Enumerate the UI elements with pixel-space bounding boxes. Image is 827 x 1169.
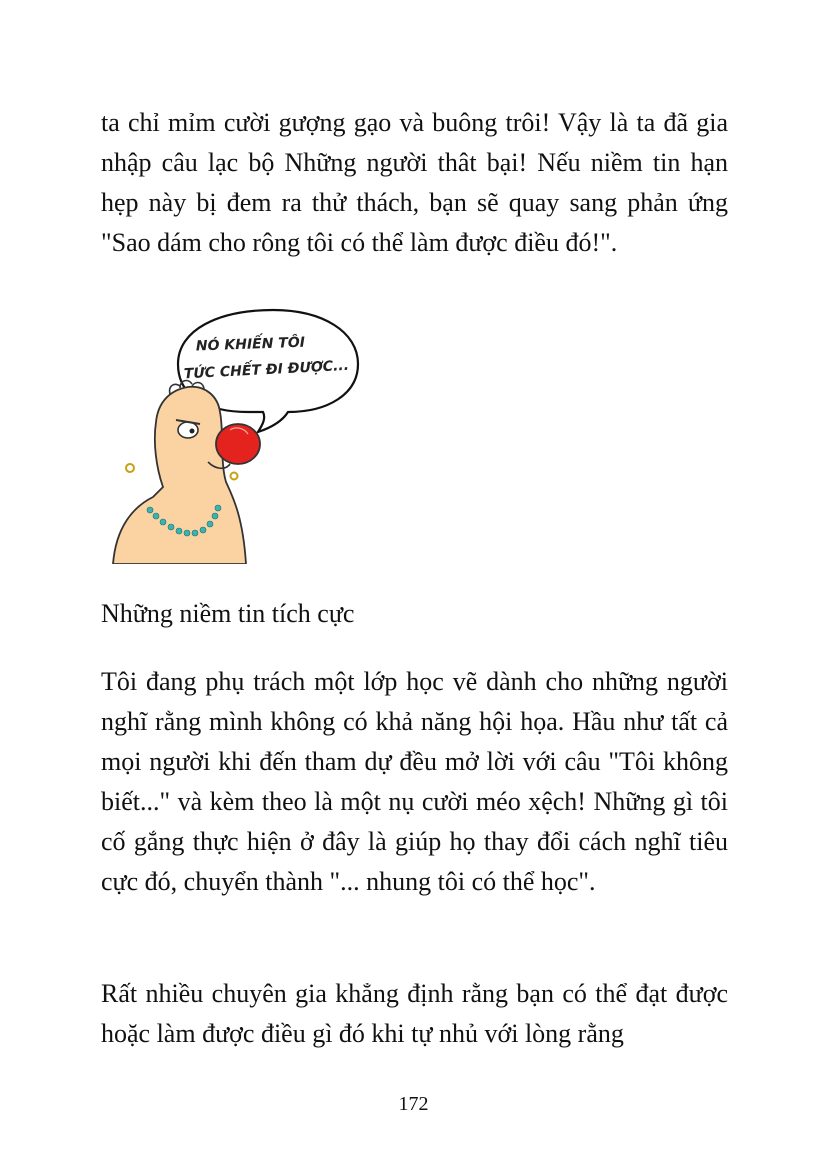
earring-icon bbox=[126, 464, 134, 472]
section-heading: Những niềm tin tích cực bbox=[101, 599, 355, 628]
bubble-text-line-1: NÓ KHIẾN TÔI bbox=[195, 334, 306, 355]
character-body bbox=[113, 387, 246, 564]
character-eye bbox=[178, 422, 198, 438]
cartoon-illustration bbox=[108, 302, 363, 564]
paragraph-1: ta chỉ mỉm cười gượng gạo và buông trôi! Vậy là ta đã gia nhập câu lạc bộ Những người thât bại! Nếu niềm tin hạn hẹp này bị đem ra thử thách, bạn sẽ quay sang phản ứng "Sao dám cho rông tôi có thể làm được điều đó!". bbox=[101, 108, 728, 257]
paragraph-2: Tôi đang phụ trách một lớp học vẽ dành cho những người nghĩ rằng mình không có khả năng hội họa. Hầu như tất cả mọi người khi đến tham dự đều mở lời với câu "Tôi không biết..." và kèm theo là một nụ cười méo xệch! Những gì tôi cố gắng thực hiện ở đây là giúp họ thay đổi cách nghĩ tiêu cực đó, chuyển thành "... nhung tôi có thể học". bbox=[101, 667, 728, 896]
bubble-text-line-2: TỨC CHẾT ĐI ĐƯỢC... bbox=[183, 357, 350, 383]
paragraph-3: Rất nhiều chuyên gia khẳng định rằng bạn có thể đạt được hoặc làm được điều gì đó khi tự nhủ với lòng rằng bbox=[101, 979, 728, 1048]
page-number: 172 bbox=[398, 1093, 429, 1115]
red-nose bbox=[216, 424, 260, 464]
